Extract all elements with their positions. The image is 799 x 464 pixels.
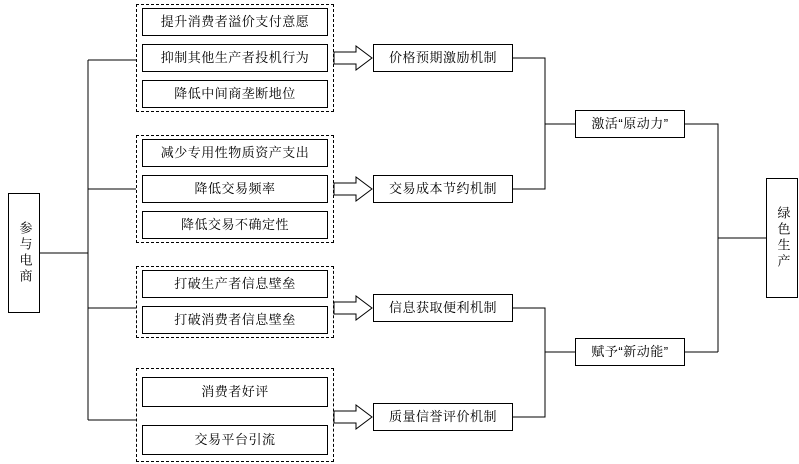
cost-group-item-3 xyxy=(142,211,328,239)
aggregator-new-momentum-label: 赋予“新动能” xyxy=(591,343,669,359)
cost-group-item-3-label: 降低交易不确定性 xyxy=(180,216,289,232)
information-group-item-1 xyxy=(142,270,328,298)
source-node-label: 参与电商 xyxy=(17,221,33,285)
mechanism-price xyxy=(373,44,513,72)
mechanism-cost xyxy=(373,175,513,203)
target-node-label: 绿色生产 xyxy=(775,206,791,270)
mechanism-cost-label: 交易成本节约机制 xyxy=(388,180,497,196)
mechanism-information-label: 信息获取便利机制 xyxy=(388,299,497,315)
mechanism-reputation xyxy=(373,403,513,431)
information-group-item-2 xyxy=(142,306,328,334)
aggregator-new-momentum xyxy=(575,338,685,366)
aggregator-original-power-label: 激活“原动力” xyxy=(591,115,669,131)
reputation-group-item-1 xyxy=(142,377,328,407)
price-group-item-1 xyxy=(142,8,328,36)
cost-group-item-1 xyxy=(142,139,328,167)
information-group-item-2-label: 打破消费者信息壁垒 xyxy=(174,311,296,327)
mechanism-information xyxy=(373,294,513,322)
target-node xyxy=(766,178,798,298)
aggregator-original-power xyxy=(575,110,685,138)
cost-group-item-2-label: 降低交易频率 xyxy=(194,180,276,196)
price-group-item-1-label: 提升消费者溢价支付意愿 xyxy=(160,13,310,29)
mechanism-price-label: 价格预期激励机制 xyxy=(388,49,497,65)
cost-group-item-2 xyxy=(142,175,328,203)
price-group-item-2 xyxy=(142,44,328,72)
price-group-item-3-label: 降低中间商垄断地位 xyxy=(174,85,296,101)
price-group-item-2-label: 抑制其他生产者投机行为 xyxy=(160,49,310,65)
mechanism-reputation-label: 质量信誉评价机制 xyxy=(388,408,497,424)
information-group-item-1-label: 打破生产者信息壁垒 xyxy=(174,275,296,291)
reputation-group-item-1-label: 消费者好评 xyxy=(201,383,269,399)
source-node xyxy=(8,193,40,313)
cost-group-item-1-label: 减少专用性物质资产支出 xyxy=(160,144,310,160)
reputation-group-item-2-label: 交易平台引流 xyxy=(194,431,276,447)
reputation-group-item-2 xyxy=(142,425,328,455)
price-group-item-3 xyxy=(142,80,328,108)
